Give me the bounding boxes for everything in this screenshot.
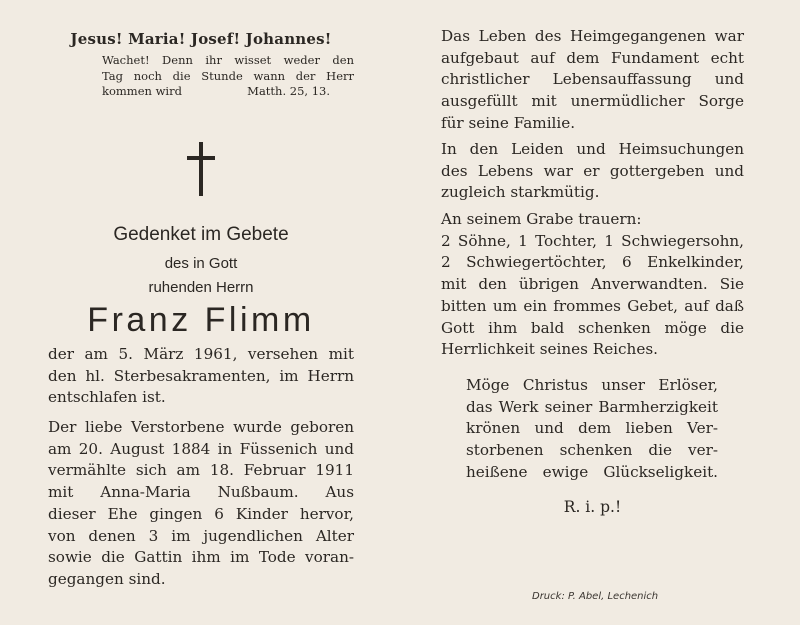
death-notice-paragraph xyxy=(48,344,354,409)
memorial-heading: Gedenket im Gebete xyxy=(113,224,289,245)
rip-text: R. i. p.! xyxy=(563,498,622,516)
text-line: mit den übrigen Anverwandten. Sie xyxy=(441,275,744,294)
suffering-paragraph xyxy=(441,139,744,204)
text-line: heißene ewige Glückseligkeit. xyxy=(466,462,718,481)
closing-prayer xyxy=(466,375,718,484)
text-line: Herrlichkeit seines Reiches. xyxy=(441,340,658,359)
verse-line xyxy=(102,84,354,100)
latin-cross-icon xyxy=(187,142,215,196)
text-line: das Werk seiner Barmherzigkeit xyxy=(466,397,718,416)
text-line: zugleich starkmütig. xyxy=(441,183,600,202)
text-line: gegangen sind. xyxy=(48,569,166,588)
text-line: In den Leiden und Heimsuchungen xyxy=(441,140,744,158)
life-paragraph xyxy=(441,26,744,135)
text-line: der am 5. März 1961, versehen mit xyxy=(48,345,354,363)
text-line: 2 Söhne, 1 Tochter, 1 Schwiegersohn, xyxy=(441,231,744,250)
deceased-name: Franz Flimm xyxy=(87,301,315,339)
text-line: 2 Schwiegertöchter, 6 Enkelkinder, xyxy=(441,253,744,272)
text-line: christlicher Lebensauffassung und xyxy=(441,70,744,89)
text-line: Der liebe Verstorbene wurde geboren xyxy=(48,418,354,436)
text-line: An seinem Grabe trauern: xyxy=(441,210,642,228)
memorial-subline: ruhenden Herrn xyxy=(148,279,254,296)
verse-line: Tag noch die Stunde wann der Herr xyxy=(102,68,354,83)
text-line: bitten um ein frommes Gebet, auf daß xyxy=(441,296,744,315)
text-line: vermählte sich am 18. Februar 1911 xyxy=(48,461,354,480)
text-line: aufgebaut auf dem Fundament echt xyxy=(441,48,744,67)
text-line: am 20. August 1884 in Füssenich und xyxy=(48,439,354,458)
mourners-paragraph xyxy=(441,209,744,361)
verse-text: kommen wird xyxy=(102,84,182,98)
text-line: den hl. Sterbesakramenten, im Herrn xyxy=(48,366,354,385)
text-line: von denen 3 im jugendlichen Alter xyxy=(48,526,354,545)
text-line: Möge Christus unser Erlöser, xyxy=(466,376,718,394)
biography-paragraph xyxy=(48,417,354,591)
text-line: storbenen schenken die ver- xyxy=(466,441,718,460)
text-line: Das Leben des Heimgegangenen war xyxy=(441,27,744,45)
verse-reference: Matth. 25, 13. xyxy=(247,84,330,98)
text-line: Gott ihm bald schenken möge die xyxy=(441,318,744,337)
memorial-subline: des in Gott xyxy=(164,255,238,272)
invocation-header: Jesus! Maria! Josef! Johannes! xyxy=(70,30,332,48)
text-line: für seine Familie. xyxy=(441,113,576,132)
bible-verse xyxy=(102,53,354,100)
text-line: krönen und dem lieben Ver- xyxy=(466,419,718,438)
printer-imprint: Druck: P. Abel, Lechenich xyxy=(532,591,659,602)
text-line: dieser Ehe gingen 6 Kinder hervor, xyxy=(48,504,354,523)
verse-line: Wachet! Denn ihr wisset weder den xyxy=(102,53,354,67)
text-line: des Lebens war er gottergeben und xyxy=(441,161,744,180)
text-line: mit Anna-Maria Nußbaum. Aus xyxy=(48,483,354,502)
text-line: entschlafen ist. xyxy=(48,388,166,407)
text-line: ausgefüllt mit unermüdlicher Sorge xyxy=(441,92,744,111)
text-line: sowie die Gattin ihm im Tode voran- xyxy=(48,548,354,567)
